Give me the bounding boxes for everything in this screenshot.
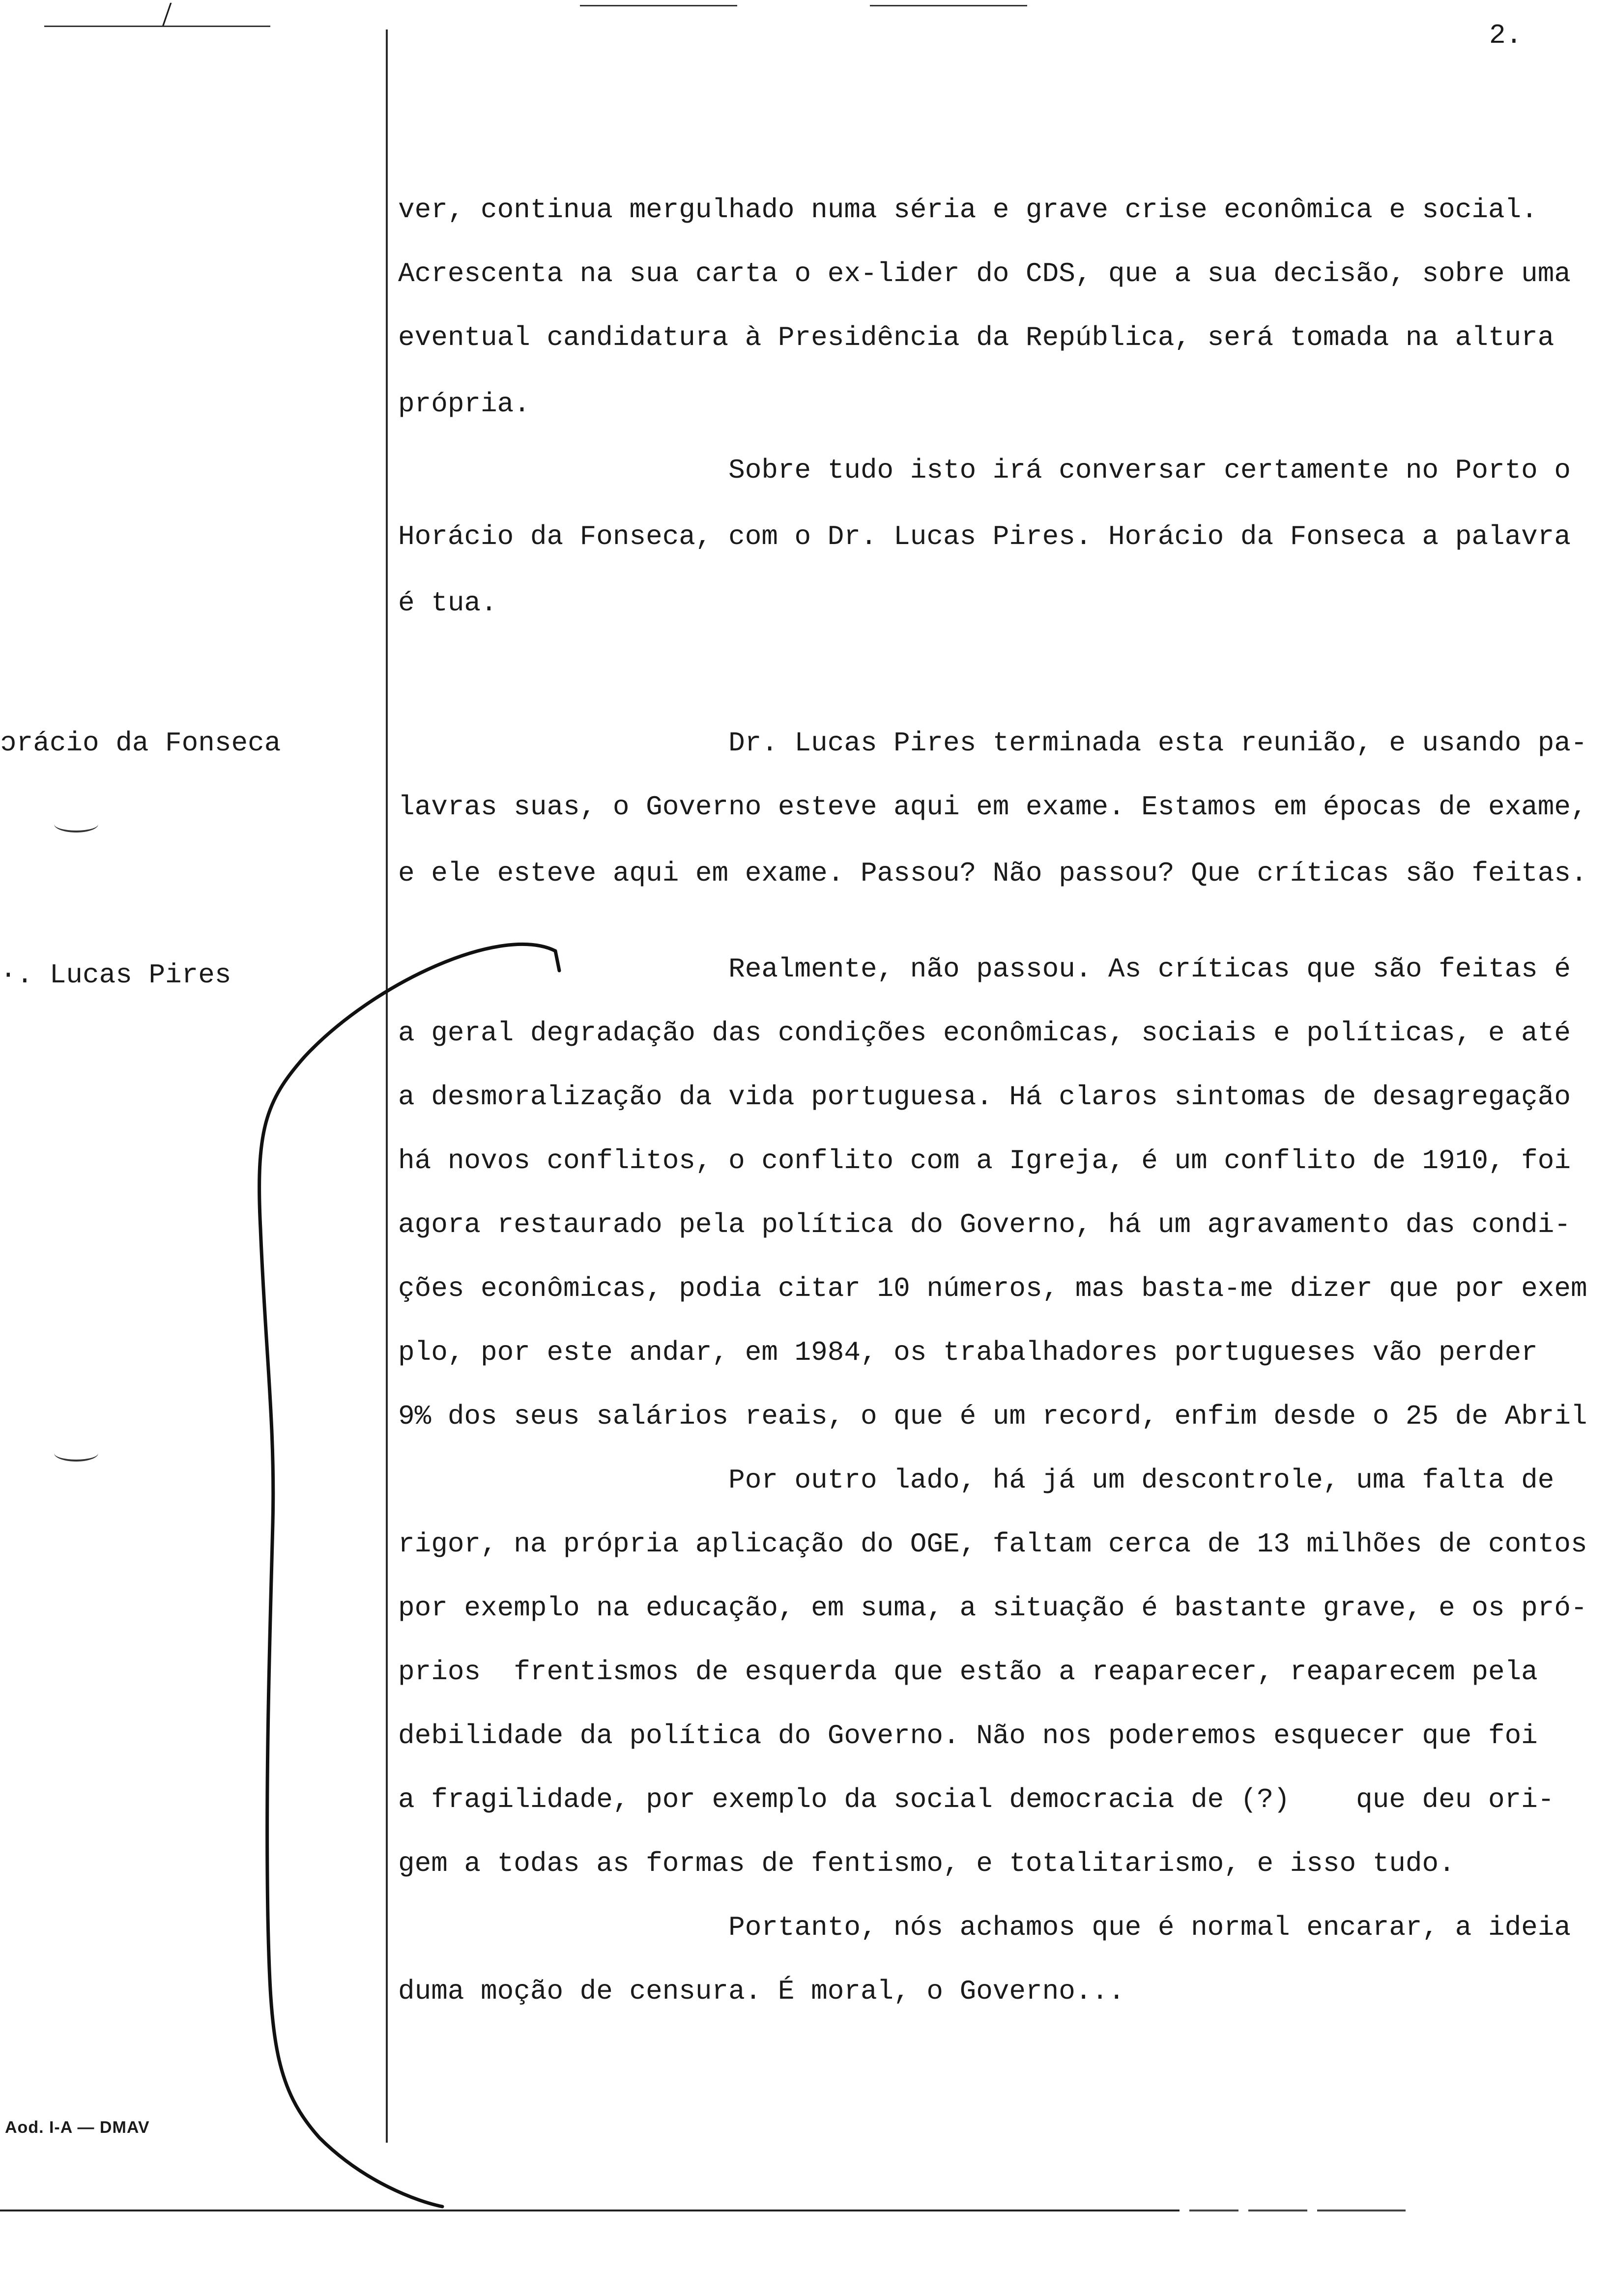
body-line: eventual candidatura à Presidência da República, será tomada na altura	[398, 322, 1554, 353]
page-number: 2.	[1489, 20, 1523, 51]
body-line: por exemplo na educação, em suma, a situação é bastante grave, e os pró-	[398, 1592, 1587, 1624]
body-line: rigor, na própria aplicação do OGE, faltam cerca de 13 milhões de contos	[398, 1528, 1587, 1560]
body-line: prios frentismos de esquerda que estão a reaparecer, reaparecem pela	[398, 1656, 1538, 1688]
body-line: debilidade da política do Governo. Não nos poderemos esquecer que foi	[398, 1720, 1538, 1751]
body-line: própria.	[398, 388, 530, 420]
top-left-rule	[44, 26, 270, 27]
top-slash-mark: /	[162, 0, 172, 33]
bottom-rule	[0, 2210, 1406, 2211]
body-line: duma moção de censura. É moral, o Governo...	[398, 1976, 1125, 2007]
body-line: a desmoralização da vida portuguesa. Há claros sintomas de desagregação	[398, 1081, 1571, 1113]
body-line: plo, por este andar, em 1984, os trabalhadores portugueses vão perder	[398, 1337, 1538, 1368]
body-line: é tua.	[398, 587, 497, 619]
body-line: lavras suas, o Governo esteve aqui em exame. Estamos em épocas de exame,	[398, 791, 1587, 823]
margin-rule	[386, 29, 388, 2143]
top-center-rule	[580, 5, 737, 6]
form-code: Aod. I-A — DMAV	[5, 2118, 150, 2137]
body-line: Por outro lado, há já um descontrole, uma falta de	[398, 1464, 1554, 1496]
speaker-label-fonseca: ɔrácio da Fonseca	[0, 727, 281, 759]
body-line: Sobre tudo isto irá conversar certamente no Porto o	[398, 455, 1571, 486]
margin-tick-mark	[54, 1445, 98, 1462]
body-line: agora restaurado pela política do Governo, há um agravamento das condi-	[398, 1209, 1571, 1240]
body-line: há novos conflitos, o conflito com a Igreja, é um conflito de 1910, foi	[398, 1145, 1571, 1177]
body-line: gem a todas as formas de fentismo, e totalitarismo, e isso tudo.	[398, 1848, 1455, 1879]
body-line: a fragilidade, por exemplo da social democracia de (?) que deu ori-	[398, 1784, 1554, 1815]
body-line: a geral degradação das condições econômicas, sociais e políticas, e até	[398, 1017, 1571, 1049]
margin-tick-mark	[54, 816, 98, 832]
body-line: e ele esteve aqui em exame. Passou? Não passou? Que críticas são feitas.	[398, 858, 1587, 889]
top-right-rule	[870, 5, 1027, 6]
speaker-label-lucas-pires: ·. Lucas Pires	[0, 959, 231, 991]
body-line: Horácio da Fonseca, com o Dr. Lucas Pires. Horácio da Fonseca a palavra	[398, 521, 1571, 552]
body-line: ver, continua mergulhado numa séria e grave crise econômica e social.	[398, 194, 1538, 226]
body-line: ções econômicas, podia citar 10 números, mas basta-me dizer que por exem	[398, 1273, 1587, 1304]
body-line: Portanto, nós achamos que é normal encarar, a ideia	[398, 1912, 1571, 1943]
body-line: Acrescenta na sua carta o ex-lider do CDS, que a sua decisão, sobre uma	[398, 258, 1571, 289]
body-line: Dr. Lucas Pires terminada esta reunião, e usando pa-	[398, 727, 1587, 759]
body-line: 9% dos seus salários reais, o que é um record, enfim desde o 25 de Abril	[398, 1401, 1587, 1432]
body-line: Realmente, não passou. As críticas que são feitas é	[398, 953, 1571, 985]
